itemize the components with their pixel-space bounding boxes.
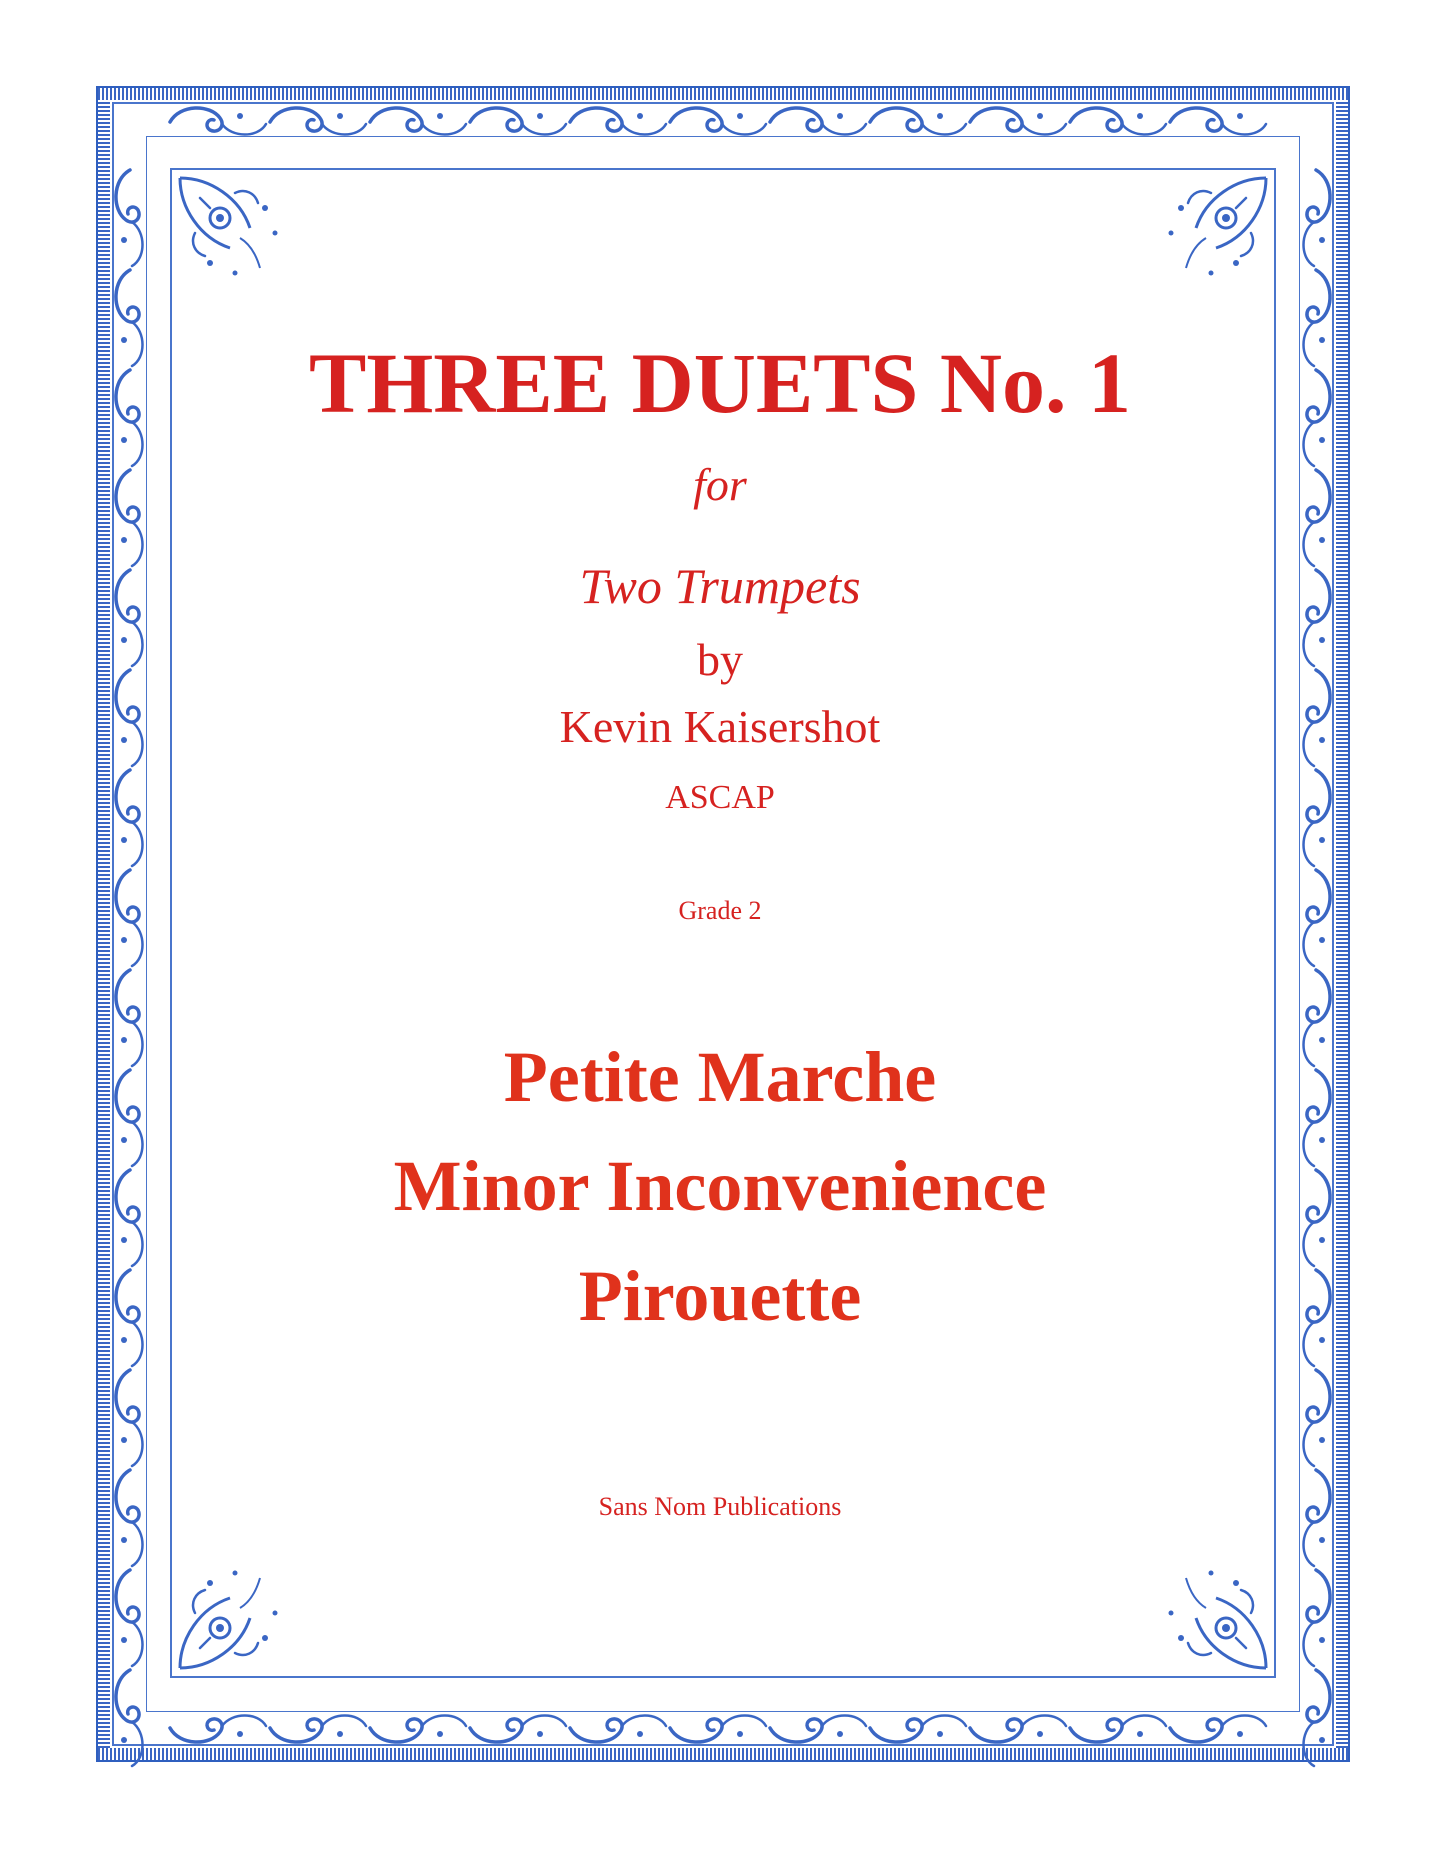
- publisher-name: Sans Nom Publications: [598, 1492, 842, 1521]
- by-text: by: [697, 634, 743, 685]
- performing-rights-society: ASCAP: [665, 779, 775, 816]
- piece-title: Petite Marche: [503, 1037, 937, 1117]
- piece-title: Minor Inconvenience: [393, 1146, 1047, 1226]
- grade-level: Grade 2: [678, 896, 762, 925]
- for-text: for: [693, 459, 747, 510]
- piece-title: Pirouette: [578, 1256, 862, 1336]
- composer-name: Kevin Kaisershot: [559, 701, 881, 752]
- cover-title: THREE DUETS No. 1: [309, 335, 1131, 431]
- instrumentation: Two Trumpets: [579, 558, 861, 614]
